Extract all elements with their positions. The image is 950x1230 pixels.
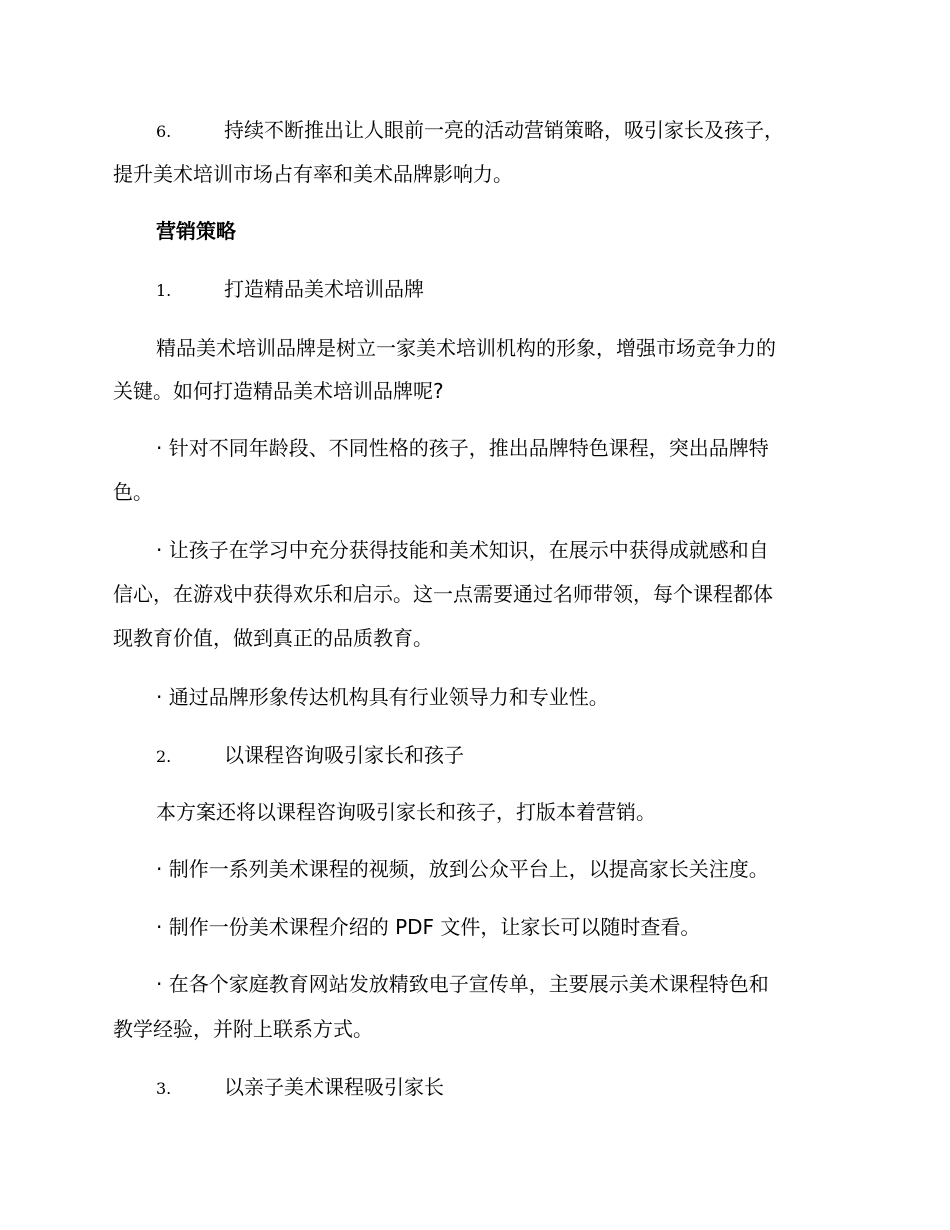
list-number: 1. [156,281,172,300]
list-item-3 [156,1073,886,1103]
bullet-item: · 让孩子在学习中充分获得技能和美术知识，在展示中获得成就感和自 [156,538,769,562]
paragraph-line: 本方案还将以课程咨询吸引家长和孩子，打版本着营销。 [156,800,656,824]
list-item-title: 以亲子美术课程吸引家长 [224,1075,444,1099]
bullet-item: · 针对不同年龄段、不同性格的孩子，推出品牌特色课程，突出品牌特 [156,436,769,460]
list-item-2 [156,741,886,771]
section-heading: 营销策略 [156,219,236,243]
paragraph-line: 精品美术培训品牌是树立一家美术培训机构的形象，增强市场竞争力的 [156,336,776,360]
bullet-item: · 制作一份美术课程介绍的 PDF 文件，让家长可以随时查看。 [156,915,701,939]
bullet-item: · 制作一系列美术课程的视频，放到公众平台上，以提高家长关注度。 [156,857,769,881]
list-item-text: 持续不断推出让人眼前一亮的活动营销策略，吸引家长及孩子， [224,118,784,142]
list-item-1 [156,275,886,305]
list-item-title: 打造精品美术培训品牌 [224,277,424,301]
paragraph-line: 关键。如何打造精品美术培训品牌呢? [113,379,444,403]
list-number: 2. [156,747,172,766]
bullet-item-continued: 信心，在游戏中获得欢乐和启示。这一点需要通过名师带领，每个课程都体 [113,582,773,606]
list-number: 3. [156,1079,172,1098]
list-number: 6. [156,122,172,141]
list-item-6 [156,116,886,146]
bullet-item-continued: 色。 [113,480,153,504]
list-item-title: 以课程咨询吸引家长和孩子 [224,743,464,767]
bullet-item: · 在各个家庭教育网站发放精致电子宣传单，主要展示美术课程特色和 [156,972,769,996]
list-item-6-continued: 提升美术培训市场占有率和美术品牌影响力。 [113,162,513,186]
bullet-item-continued: 现教育价值，做到真正的品质教育。 [113,626,433,650]
bullet-item: · 通过品牌形象传达机构具有行业领导力和专业性。 [156,685,609,709]
bullet-item-continued: 教学经验，并附上联系方式。 [113,1017,373,1041]
